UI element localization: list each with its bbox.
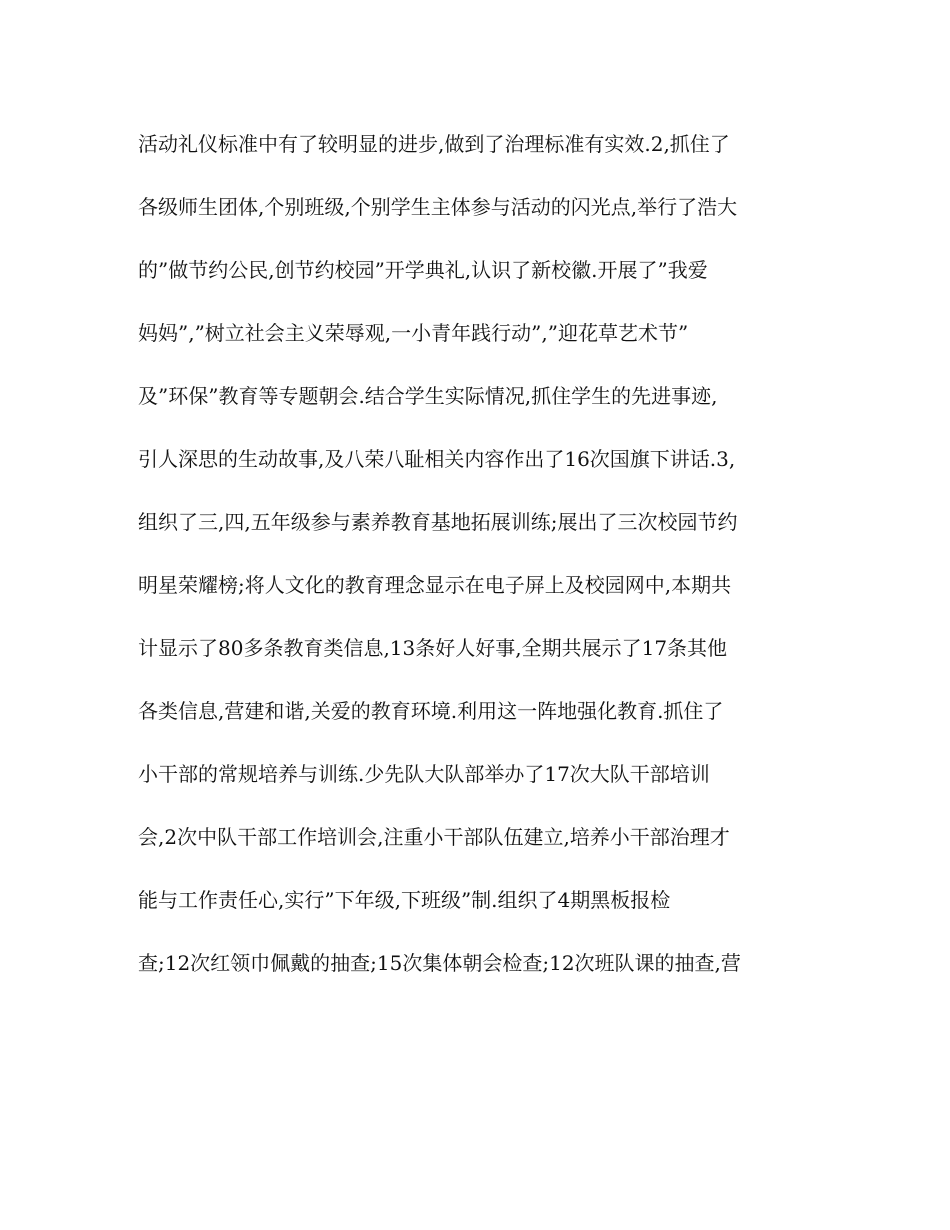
body-text bbox=[138, 120, 818, 1002]
text-line: 小干部的常规培养与训练.少先队大队部举办了17次大队干部培训 bbox=[138, 762, 710, 786]
text-line: 活动礼仪标准中有了较明显的进步,做到了治理标准有实效.2,抓住了 bbox=[138, 132, 730, 156]
text-line: 能与工作责任心,实行”下年级,下班级”制.组织了4期黑板报检 bbox=[138, 888, 671, 912]
text-line: 明星荣耀榜;将人文化的教育理念显示在电子屏上及校园网中,本期共 bbox=[138, 573, 732, 597]
text-line: 组织了三,四,五年级参与素养教育基地拓展训练;展出了三次校园节约 bbox=[138, 510, 738, 534]
text-line: 引人深思的生动故事,及八荣八耻相关内容作出了16次国旗下讲话.3, bbox=[138, 447, 736, 471]
text-line: 查;12次红领巾佩戴的抽查;15次集体朝会检查;12次班队课的抽查,营 bbox=[138, 951, 741, 975]
text-line: 的”做节约公民,创节约校园”开学典礼,认识了新校徽.开展了”我爱 bbox=[138, 258, 708, 282]
text-line: 会,2次中队干部工作培训会,注重小干部队伍建立,培养小干部治理才 bbox=[138, 825, 730, 849]
text-line: 计显示了80多条教育类信息,13条好人好事,全期共展示了17条其他 bbox=[138, 636, 728, 660]
text-line: 各级师生团体,个别班级,个别学生主体参与活动的闪光点,举行了浩大 bbox=[138, 195, 738, 219]
text-line: 及”环保”教育等专题朝会.结合学生实际情况,抓住学生的先进事迹, bbox=[138, 384, 718, 408]
text-line: 各类信息,营建和谐,关爱的教育环境.利用这一阵地强化教育.抓住了 bbox=[138, 699, 724, 723]
text-line: 妈妈”,”树立社会主义荣辱观,一小青年践行动”,”迎花草艺术节” bbox=[138, 321, 689, 345]
